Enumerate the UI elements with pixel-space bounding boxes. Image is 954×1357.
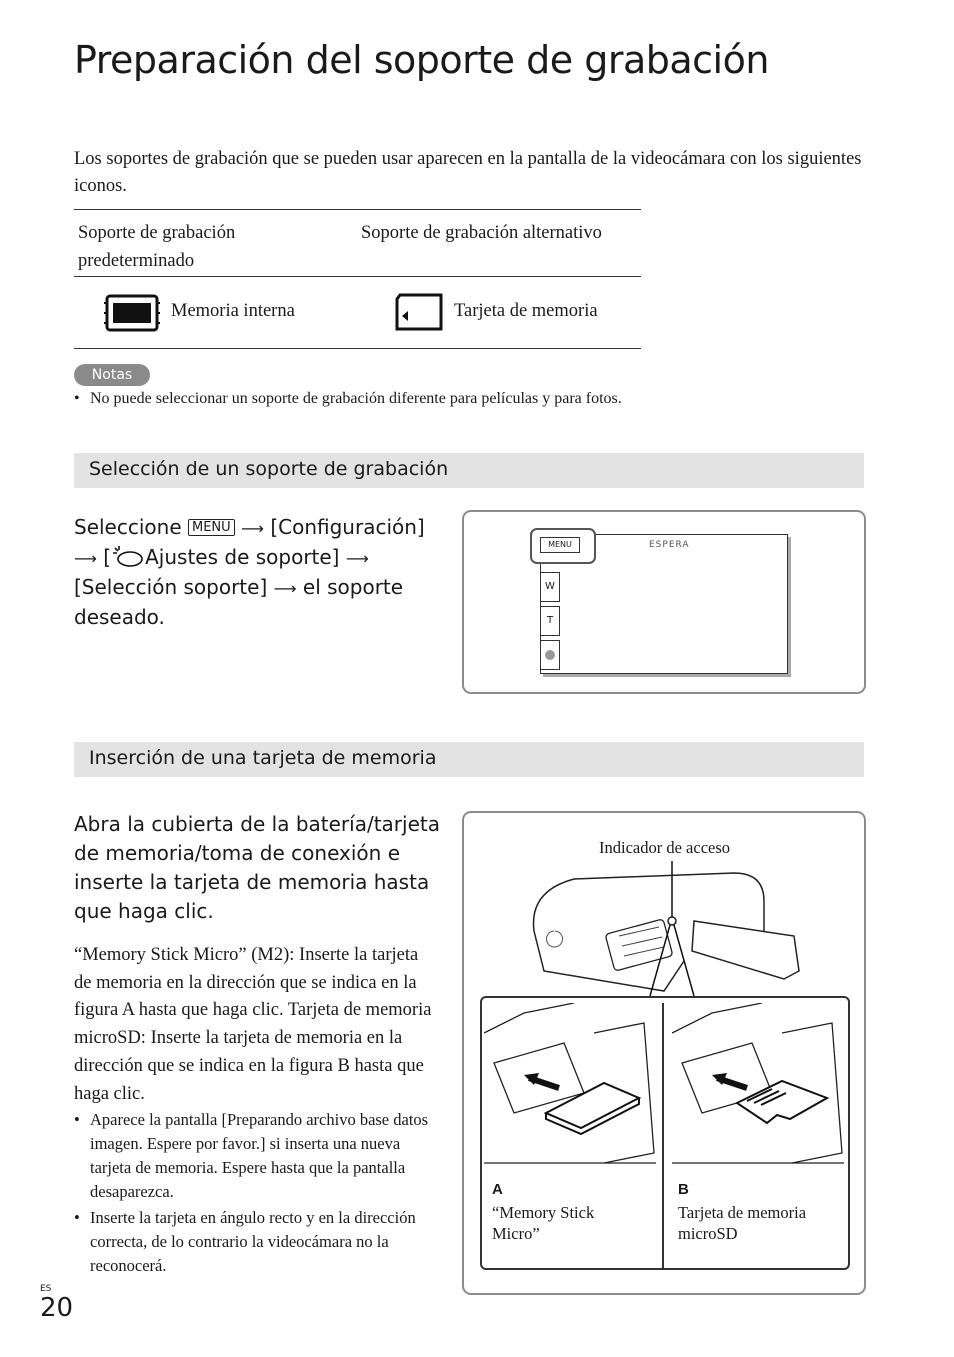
caption-line: Tarjeta de memoria bbox=[678, 1203, 807, 1222]
caption-line: Micro” bbox=[492, 1224, 540, 1243]
note-text: No puede seleccionar un soporte de grabación diferente para películas y para fotos. bbox=[90, 390, 622, 407]
memory-card-icon bbox=[394, 293, 444, 331]
media-table bbox=[74, 209, 641, 349]
menu-key-icon: MENU bbox=[188, 519, 235, 536]
notes-badge: Notas bbox=[74, 364, 150, 386]
figure-a-letter: A bbox=[492, 1181, 503, 1198]
arrow-right-icon: ⟶ bbox=[74, 549, 97, 568]
record-button bbox=[540, 640, 560, 670]
step-select-media bbox=[74, 513, 449, 632]
detail-divider bbox=[662, 1003, 664, 1268]
standby-status: ESPERA bbox=[649, 540, 690, 550]
step-text: Seleccione bbox=[74, 515, 182, 539]
figure-a-illustration bbox=[484, 1003, 656, 1168]
zoom-t-button: T bbox=[540, 606, 560, 636]
bullet-item: • Aparece la pantalla [Preparando archivo base datos imagen. Espere por favor.] si inserta una nueva tarjeta de memoria. Espere hasta que la pantalla desaparezca. bbox=[74, 1108, 436, 1204]
intro-paragraph: Los soportes de grabación que se pueden usar aparecen en la pantalla de la videocámara con los siguientes iconos. bbox=[74, 149, 862, 196]
screen-illustration-panel bbox=[462, 510, 866, 694]
media-table-header bbox=[74, 210, 641, 277]
figure-b-letter: B bbox=[678, 1181, 689, 1198]
arrow-right-icon: ⟶ bbox=[273, 579, 297, 598]
arrow-right-icon: ⟶ bbox=[345, 549, 369, 568]
notes-list bbox=[74, 388, 874, 410]
screen-menu-button: MENU bbox=[540, 537, 580, 553]
header-default-media: Soporte de grabación predeterminado bbox=[78, 223, 236, 271]
section-heading-text: Selección de un soporte de grabación bbox=[89, 458, 449, 480]
arrow-right-icon: ⟶ bbox=[241, 519, 264, 538]
bullet-item: • Inserte la tarjeta en ángulo recto y en la dirección correcta, de lo contrario la videocámara no la reconocerá. bbox=[74, 1206, 436, 1278]
access-lamp-callout: Indicador de acceso bbox=[599, 838, 731, 857]
card-insertion-figure bbox=[462, 811, 866, 1295]
media-settings-icon bbox=[111, 544, 145, 568]
page-language: ES bbox=[40, 1284, 52, 1294]
camcorder-illustration bbox=[514, 861, 814, 996]
caption-line: microSD bbox=[678, 1224, 738, 1243]
figure-b-caption bbox=[678, 1202, 806, 1244]
figure-b-illustration bbox=[672, 1003, 844, 1168]
note-item bbox=[74, 388, 874, 410]
insert-card-description: “Memory Stick Micro” (M2): Inserte la tarjeta de memoria en la dirección que se indica en la figura A hasta que haga clic. Tarjeta de memoria microSD: Inserte la tarjeta de memoria en la dirección que se indica en la figura B hasta que haga clic. bbox=[74, 945, 432, 1104]
caption-line: “Memory Stick bbox=[492, 1203, 595, 1222]
step-text: [Selección soporte] bbox=[74, 575, 268, 599]
step-insert-card: Abra la cubierta de la batería/tarjeta de memoria/toma de conexión e inserte la tarjeta de memoria hasta que haga clic. bbox=[74, 812, 440, 923]
zoom-w-button: W bbox=[540, 572, 560, 602]
bullet-mark: • bbox=[74, 390, 80, 407]
step-text: [Configuración] bbox=[270, 515, 425, 539]
figure-a-caption bbox=[492, 1202, 594, 1244]
step-text: el soporte deseado. bbox=[74, 575, 404, 629]
section-heading-select-media bbox=[74, 453, 864, 488]
internal-memory-icon bbox=[104, 293, 160, 333]
section-heading-text: Inserción de una tarjeta de memoria bbox=[89, 747, 437, 769]
page-title: Preparación del soporte de grabación bbox=[74, 38, 769, 82]
page-number: 20 bbox=[40, 1293, 74, 1323]
memory-card-label: Tarjeta de memoria bbox=[454, 301, 598, 321]
step-text: [ bbox=[103, 545, 112, 569]
header-alternative-media: Soporte de grabación alternativo bbox=[361, 223, 602, 243]
record-dot-icon bbox=[545, 650, 555, 660]
media-table-row bbox=[74, 277, 641, 349]
section-heading-insert-card bbox=[74, 742, 864, 777]
step-text: Ajustes de soporte] bbox=[145, 545, 340, 569]
insert-card-bullets bbox=[74, 1108, 436, 1278]
internal-memory-label: Memoria interna bbox=[171, 301, 295, 321]
